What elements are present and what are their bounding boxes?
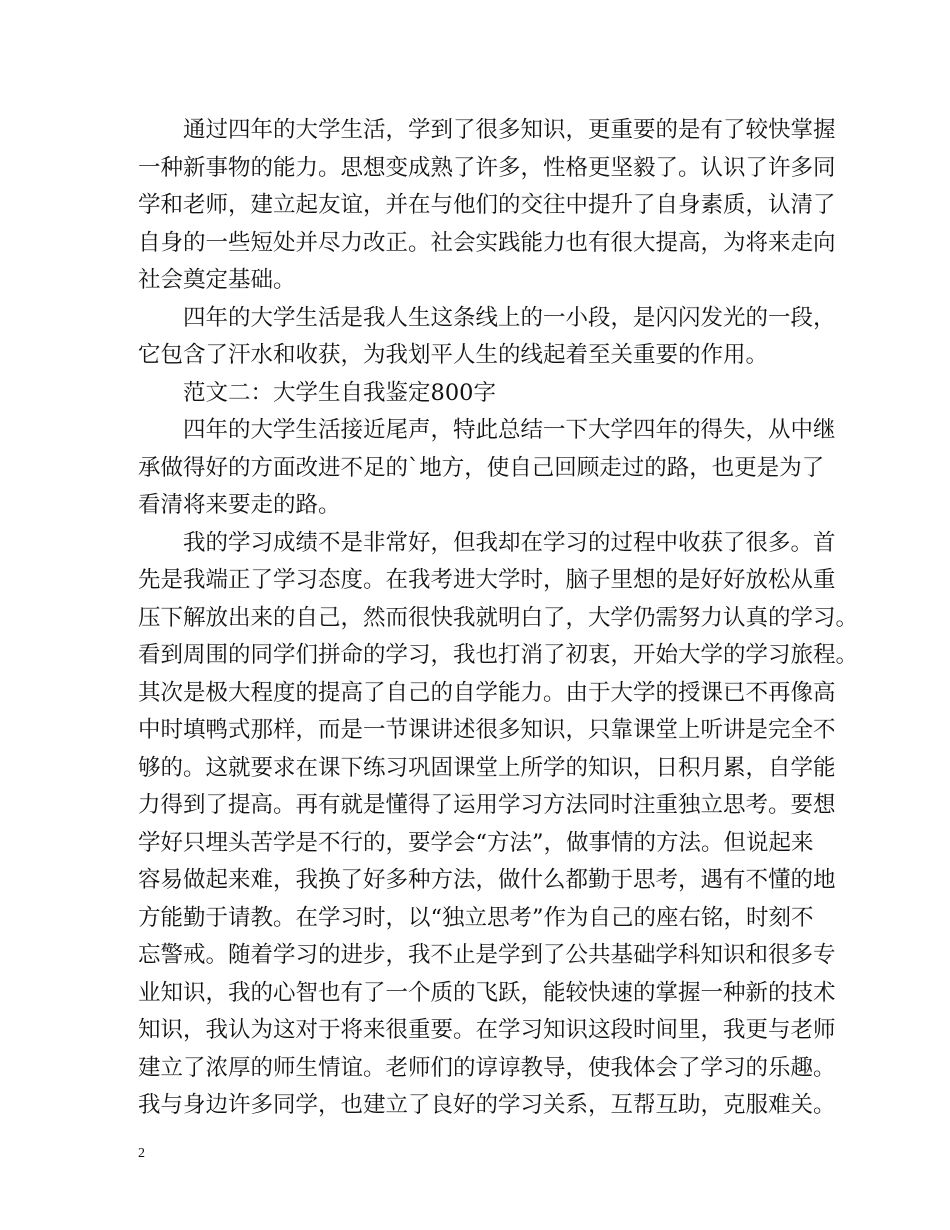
text-line: 压下解放出来的自己，然而很快我就明白了，大学仍需努力认真的学习。 bbox=[138, 604, 859, 631]
text-line: 看到周围的同学们拼命的学习，我也打消了初衷，开始大学的学习旅程。 bbox=[138, 642, 859, 668]
text-line: 中时填鸭式那样，而是一节课讲述很多知识，只靠课堂上听讲是完全不 bbox=[138, 717, 836, 743]
text-line: 业知识，我的心智也有了一个质的飞跃，能较快速的掌握一种新的技术 bbox=[138, 979, 836, 1006]
text-line: 先是我端正了学习态度。在我考进大学时，脑子里想的是好好放松从重 bbox=[138, 567, 836, 593]
text-line: 够的。这就要求在课下练习巩固课堂上所学的知识，日积月累，自学能 bbox=[138, 754, 836, 781]
text-line: 四年的大学生活是我人生这条线上的一小段，是闪闪发光的一段， bbox=[183, 304, 836, 331]
text-line: 四年的大学生活接近尾声，特此总结一下大学四年的得失，从中继 bbox=[183, 417, 836, 443]
text-line: 力得到了提高。再有就是懂得了运用学习方法同时注重独立思考。要想 bbox=[138, 792, 836, 818]
text-line: 忘警戒。随着学习的进步，我不止是学到了公共基础学科知识和很多专 bbox=[138, 942, 836, 968]
text-line: 容易做起来难，我换了好多种方法，做什么都勤于思考，遇有不懂的地 bbox=[138, 867, 836, 893]
text-line: 学好只埋头苦学是不行的，要学会“方法”，做事情的方法。但说起来 bbox=[138, 829, 814, 856]
text-line: 一种新事物的能力。思想变成熟了许多，性格更坚毅了。认识了许多同 bbox=[138, 154, 836, 181]
text-line: 范文二：大学生自我鉴定800字 bbox=[183, 379, 496, 406]
text-line: 我的学习成绩不是非常好，但我却在学习的过程中收获了很多。首 bbox=[183, 529, 836, 556]
text-line: 它包含了汗水和收获，为我划平人生的线起着至关重要的作用。 bbox=[138, 342, 769, 368]
text-line: 知识，我认为这对于将来很重要。在学习知识这段时间里，我更与老师 bbox=[138, 1017, 836, 1043]
body-text bbox=[138, 112, 859, 1125]
text-line: 通过四年的大学生活，学到了很多知识，更重要的是有了较快掌握 bbox=[183, 117, 836, 143]
text-line: 社会奠定基础。 bbox=[138, 267, 296, 293]
text-line: 承做得好的方面改进不足的`地方，使自己回顾走过的路，也更是为了 bbox=[138, 454, 825, 481]
page-number: 2 bbox=[138, 1146, 145, 1161]
text-line: 学和老师，建立起友谊，并在与他们的交往中提升了自身素质，认清了 bbox=[138, 192, 836, 218]
text-line: 其次是极大程度的提高了自己的自学能力。由于大学的授课已不再像高 bbox=[138, 679, 836, 706]
text-line: 我与身边许多同学，也建立了良好的学习关系，互帮互助，克服难关。 bbox=[138, 1092, 836, 1118]
text-line: 方能勤于请教。在学习时，以“独立思考”作为自己的座右铭，时刻不 bbox=[138, 904, 814, 931]
text-line: 自身的一些短处并尽力改正。社会实践能力也有很大提高，为将来走向 bbox=[138, 229, 836, 256]
text-line: 建立了浓厚的师生情谊。老师们的谆谆教导，使我体会了学习的乐趣。 bbox=[138, 1054, 836, 1081]
text-line: 看清将来要走的路。 bbox=[138, 492, 341, 518]
